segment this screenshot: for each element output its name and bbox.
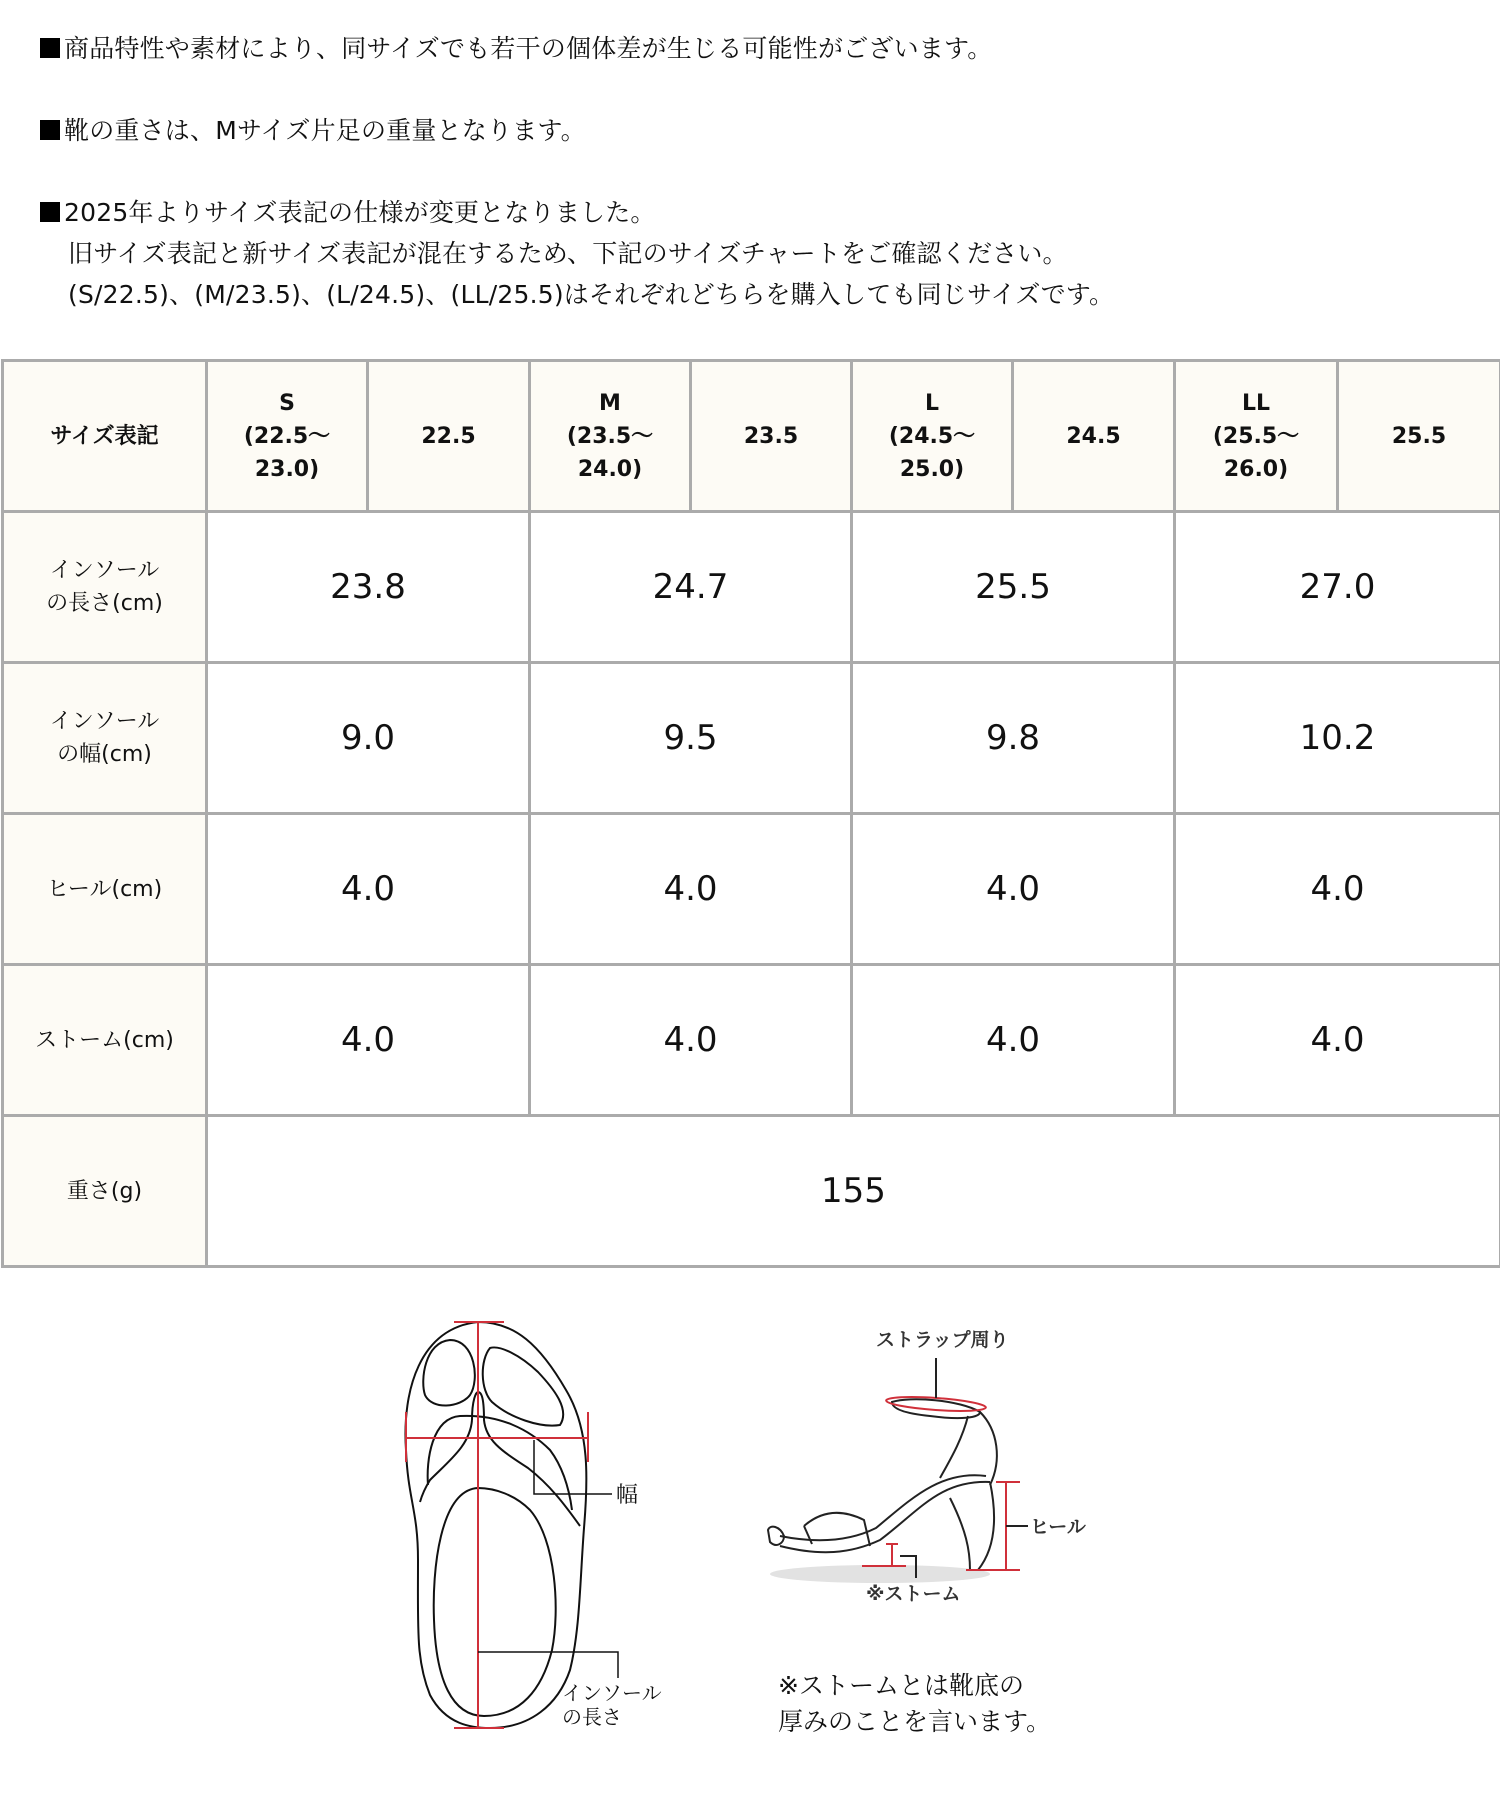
table-cell: 4.0: [207, 814, 530, 965]
table-cell: 9.0: [207, 663, 530, 814]
size-m-numeric: 23.5: [691, 361, 852, 512]
table-row-insole-width: [3, 663, 1500, 814]
table-cell: 4.0: [1175, 965, 1500, 1116]
size-m-header: M (23.5〜 24.0): [530, 361, 691, 512]
sandal-outline-icon: [740, 1300, 1120, 1630]
stome-note: ※ストームとは靴底の 厚みのことを言います。: [778, 1671, 1052, 1736]
size-s-numeric: 22.5: [368, 361, 530, 512]
size-l-header: L (24.5〜 25.0): [852, 361, 1013, 512]
row-label-heel: ヒール(cm): [3, 814, 207, 965]
size-ll-header: LL (25.5〜 26.0): [1175, 361, 1338, 512]
size-ll-numeric: 25.5: [1338, 361, 1500, 512]
black-square-icon: [40, 38, 60, 58]
size-chart-table: [1, 359, 1500, 1268]
sandal-diagram: [740, 1300, 1120, 1630]
table-row-weight: [3, 1116, 1500, 1267]
table-cell: 10.2: [1175, 663, 1500, 814]
table-cell: 24.7: [530, 512, 852, 663]
insole-length-label-1: インソール: [562, 1681, 662, 1705]
table-row-insole-length: [3, 512, 1500, 663]
table-cell: 23.8: [207, 512, 530, 663]
table-row-stome: [3, 965, 1500, 1116]
black-square-icon: [40, 120, 60, 140]
note-size-change: 2025年よりサイズ表記の仕様が変更となりました。 旧サイズ表記と新サイズ表記が混在するため、下記のサイズチャートをご確認ください。 (S/22.5)、(M/23.5)、(L/24.5)、(LL/25.5)はそれぞれどちらを購入しても同じサイズです。: [40, 192, 1114, 315]
heel-label: ヒール: [1030, 1516, 1086, 1538]
note-weight: 靴の重さは、Mサイズ片足の重量となります。: [40, 110, 586, 151]
row-label-insole-length: インソール の長さ(cm): [3, 512, 207, 663]
row-label-insole-width: インソール の幅(cm): [3, 663, 207, 814]
strap-label: ストラップ周り: [876, 1329, 1009, 1351]
stome-label: ※ストーム: [866, 1583, 961, 1605]
width-label: 幅: [616, 1483, 639, 1508]
insole-outline-icon: [380, 1300, 710, 1760]
insole-length-label-2: の長さ: [562, 1705, 622, 1729]
table-cell: 4.0: [530, 814, 852, 965]
size-header-row: [3, 361, 1500, 512]
table-row-heel: [3, 814, 1500, 965]
black-square-icon: [40, 202, 60, 222]
table-cell: 9.5: [530, 663, 852, 814]
row-label-weight: 重さ(g): [3, 1116, 207, 1267]
size-label-header: サイズ表記: [3, 361, 207, 512]
table-cell: 4.0: [530, 965, 852, 1116]
table-cell: 27.0: [1175, 512, 1500, 663]
table-cell: 4.0: [1175, 814, 1500, 965]
insole-diagram: [380, 1300, 710, 1760]
table-cell: 4.0: [852, 965, 1175, 1116]
table-cell: 9.8: [852, 663, 1175, 814]
note-individual-difference: 商品特性や素材により、同サイズでも若干の個体差が生じる可能性がございます。: [40, 28, 992, 69]
table-cell: 25.5: [852, 512, 1175, 663]
row-label-stome: ストーム(cm): [3, 965, 207, 1116]
weight-value: 155: [207, 1116, 1500, 1267]
table-cell: 4.0: [852, 814, 1175, 965]
size-l-numeric: 24.5: [1013, 361, 1175, 512]
size-s-header: S (22.5〜 23.0): [207, 361, 368, 512]
table-cell: 4.0: [207, 965, 530, 1116]
